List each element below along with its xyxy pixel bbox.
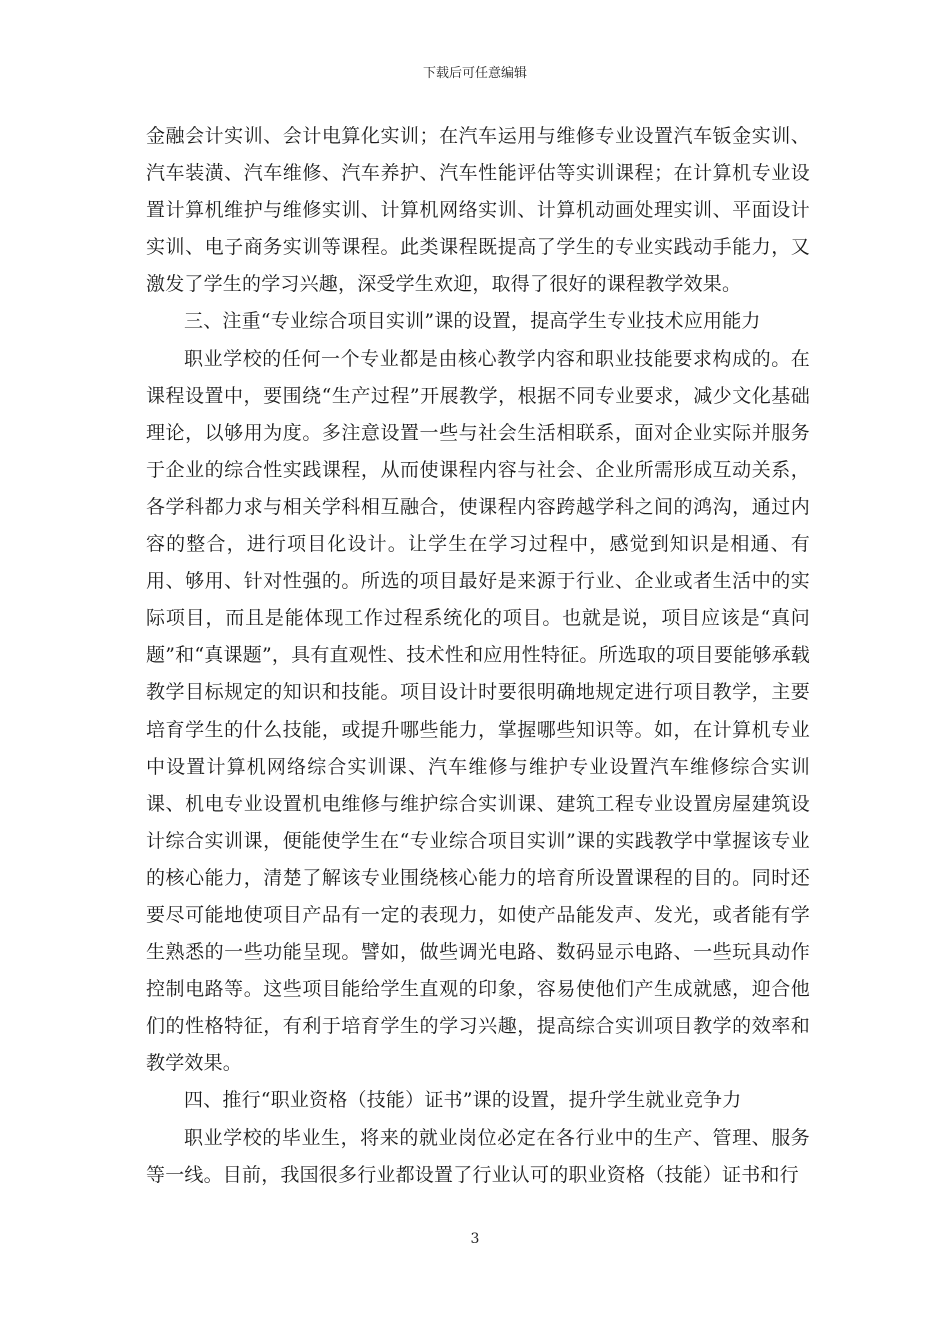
paragraph-certificates: 职业学校的毕业生，将来的就业岗位必定在各行业中的生产、管理、服务等一线。目前，我国很多行业都设置了行业认可的职业资格（技能）证书和行 xyxy=(146,1126,810,1186)
document-body xyxy=(146,118,810,1194)
section-heading-4: 四、推行“职业资格（技能）证书”课的设置，提升学生就业竞争力 xyxy=(184,1089,742,1112)
page-number: 3 xyxy=(470,1231,480,1247)
paragraph-continuation: 金融会计实训、会计电算化实训；在汽车运用与维修专业设置汽车钣金实训、汽车装潢、汽车维修、汽车养护、汽车性能评估等实训课程；在计算机专业设置计算机维护与维修实训、计算机网络实训、计算机动画处理实训、平面设计实训、电子商务实训等课程。此类课程既提高了学生的专业实践动手能力，又激发了学生的学习兴趣，深受学生欢迎，取得了很好的课程教学效果。 xyxy=(146,125,810,296)
section-heading-3: 三、注重“专业综合项目实训”课的设置，提高学生专业技术应用能力 xyxy=(184,310,761,333)
paragraph-project-training: 职业学校的任何一个专业都是由核心教学内容和职业技能要求构成的。在课程设置中，要围绕“生产过程”开展教学，根据不同专业要求，减少文化基础理论，以够用为度。多注意设置一些与社会生活相联系，面对企业实际并服务于企业的综合性实践课程，从而使课程内容与社会、企业所需形成互动关系，各学科都力求与相关学科相互融合，使课程内容跨越学科之间的鸿沟，通过内容的整合，进行项目化设计。让学生在学习过程中，感觉到知识是相通、有用、够用、针对性强的。所选的项目最好是来源于行业、企业或者生活中的实际项目，而且是能体现工作过程系统化的项目。也就是说，项目应该是“真问题”和“真课题”，具有直观性、技术性和应用性特征。所选取的项目要能够承载教学目标规定的知识和技能。项目设计时要很明确地规定进行项目教学，主要培育学生的什么技能，或提升哪些能力，掌握哪些知识等。如，在计算机专业中设置计算机网络综合实训课、汽车维修与维护专业设置汽车维修综合实训课、机电专业设置机电维修与维护综合实训课、建筑工程专业设置房屋建筑设计综合实训课，便能使学生在“专业综合项目实训”课的实践教学中掌握该专业的核心能力，清楚了解该专业围绕核心能力的培育所设置课程的目的。同时还要尽可能地使项目产品有一定的表现力，如使产品能发声、发光，或者能有学生熟悉的一些功能呈现。譬如，做些调光电路、数码显示电路、一些玩具动作控制电路等。这些项目能给学生直观的印象，容易使他们产生成就感，迎合他们的性格特征，有利于培育学生的学习兴趣，提高综合实训项目教学的效率和教学效果。 xyxy=(146,347,810,1075)
page-header: 下载后可任意编辑 xyxy=(422,66,527,81)
